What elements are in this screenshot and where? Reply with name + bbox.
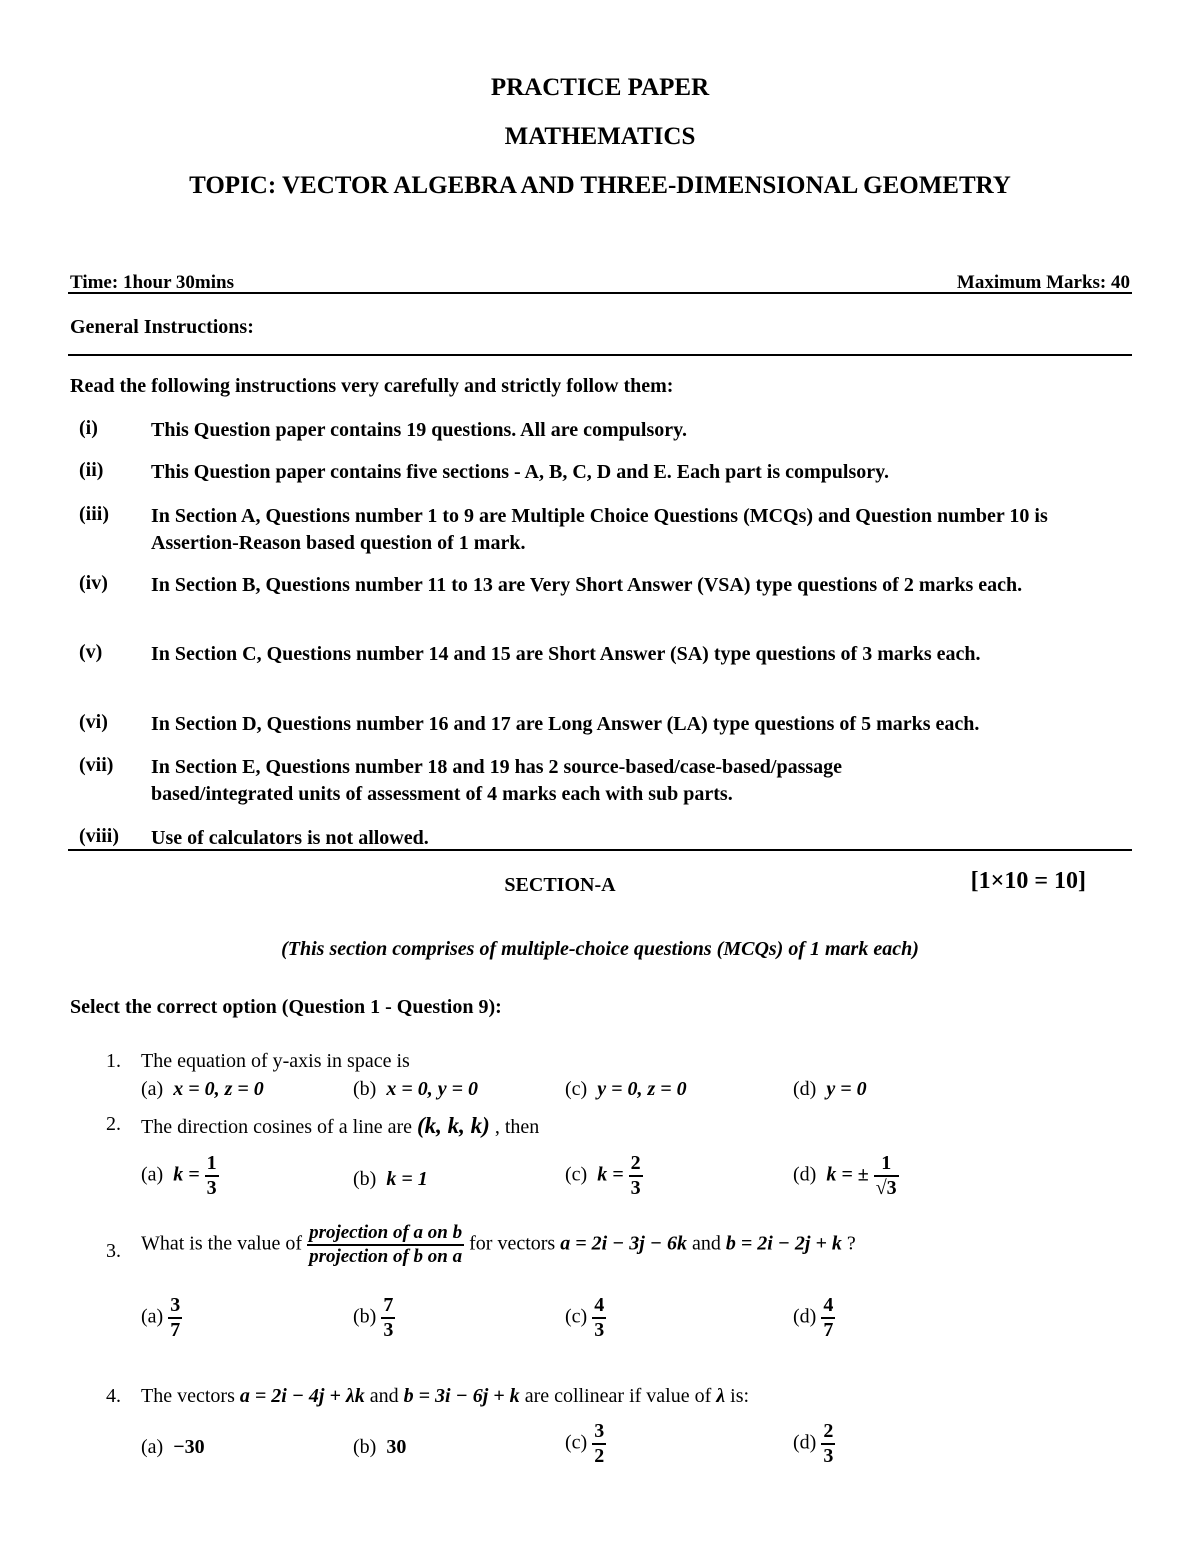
option — [353, 1078, 478, 1101]
option-label: (c) — [565, 1305, 588, 1328]
instruction-num: (iv) — [79, 572, 108, 594]
section-a-title: SECTION-A — [504, 874, 616, 896]
option-value: y = 0 — [826, 1078, 867, 1100]
option-label: (b) — [353, 1305, 377, 1328]
section-a-description: (This section comprises of multiple-choice questions (MCQs) of 1 mark each) — [281, 938, 919, 960]
instruction-text: This Question paper contains 19 questions. All are compulsory. — [151, 419, 688, 441]
question-text-part: The direction cosines of a line are — [141, 1116, 412, 1138]
question-number: 4. — [106, 1385, 121, 1407]
option-value: y = 0, z = 0 — [597, 1078, 687, 1100]
option-label: (a) — [141, 1436, 164, 1458]
option-label: (d) — [793, 1078, 817, 1100]
instruction-num: (ii) — [79, 459, 104, 481]
fraction-denominator: 7 — [823, 1319, 834, 1341]
question-number: 1. — [106, 1050, 121, 1072]
question-text-part: and — [369, 1385, 399, 1407]
instruction-text: In Section C, Questions number 14 and 15 are Short Answer (SA) type questions of 3 marks each. — [151, 643, 981, 665]
fraction-numerator: 2 — [629, 1152, 643, 1177]
paper-topic: TOPIC: VECTOR ALGEBRA AND THREE-DIMENSIONAL GEOMETRY — [189, 172, 1011, 199]
option — [141, 1152, 219, 1200]
option-label: (a) — [141, 1078, 164, 1100]
vector-b: b = 3i − 6j + k — [403, 1385, 520, 1407]
instruction-text: This Question paper contains five sections - A, B, C, D and E. Each part is compulsory. — [151, 461, 890, 483]
divider-instructions — [68, 354, 1132, 356]
vector-b: b = 2i − 2j + k — [725, 1232, 842, 1255]
option — [793, 1078, 867, 1101]
section-a-marks: [1×10 = 10] — [970, 868, 1086, 894]
fraction-denominator: 3 — [823, 1445, 834, 1467]
fraction-numerator: 1 — [874, 1152, 899, 1177]
question-text-part: for vectors — [469, 1232, 556, 1255]
fraction-numerator: 4 — [592, 1294, 606, 1319]
option — [565, 1152, 643, 1200]
option — [141, 1294, 182, 1342]
time-label: Time: 1hour 30mins — [70, 272, 234, 293]
instruction-num: (v) — [79, 641, 103, 663]
fraction-numerator: 7 — [381, 1294, 395, 1319]
option — [793, 1152, 899, 1200]
instructions-intro: Read the following instructions very carefully and strictly follow them: — [70, 375, 674, 397]
option-label: (b) — [353, 1168, 377, 1190]
question-text-part: , then — [494, 1116, 540, 1138]
select-prompt: Select the correct option (Question 1 - Question 9): — [70, 996, 502, 1018]
option — [565, 1294, 606, 1342]
question-text-part: is: — [730, 1385, 750, 1407]
question-text — [141, 1385, 749, 1408]
option-label: (d) — [793, 1305, 817, 1328]
vector-a: a = 2i − 3j − 6k — [560, 1232, 687, 1255]
option-label: (b) — [353, 1078, 377, 1100]
option-value: x = 0, y = 0 — [386, 1078, 478, 1100]
lambda-symbol: λ — [716, 1385, 726, 1407]
instruction-num: (vii) — [79, 754, 114, 776]
paper-title: PRACTICE PAPER — [490, 74, 710, 101]
option — [565, 1078, 687, 1101]
option-label: (b) — [353, 1436, 377, 1458]
option-lhs: k = — [597, 1163, 624, 1186]
option — [353, 1168, 428, 1191]
option — [353, 1436, 406, 1459]
question-text-part: are collinear if value of — [524, 1385, 712, 1407]
instruction-num: (iii) — [79, 503, 109, 525]
option-label: (a) — [141, 1305, 164, 1328]
fraction-numerator: 4 — [821, 1294, 835, 1319]
option — [793, 1294, 835, 1342]
question-number: 3. — [106, 1240, 121, 1262]
fraction-denominator: projection of b on a — [309, 1245, 463, 1267]
fraction-numerator: 1 — [205, 1152, 219, 1177]
option-label: (a) — [141, 1163, 164, 1186]
option-value: 30 — [386, 1436, 407, 1458]
instruction-num: (i) — [79, 417, 98, 439]
max-marks-label: Maximum Marks: 40 — [956, 272, 1130, 293]
option-label: (d) — [793, 1163, 817, 1186]
fraction-denominator: 3 — [206, 1177, 217, 1199]
vector-a: a = 2i − 4j + λk — [239, 1385, 365, 1407]
fraction-denominator: 3 — [630, 1177, 641, 1199]
divider-section — [68, 849, 1132, 851]
option-label: (d) — [793, 1431, 817, 1454]
instruction-text: In Section E, Questions number 18 and 19 has 2 source-based/case-based/passage based/integrated units of assessment of 4 marks each with sub parts. — [151, 756, 843, 805]
general-instructions-heading: General Instructions: — [70, 316, 254, 338]
question-text: The equation of y-axis in space is — [141, 1050, 410, 1072]
instruction-num: (vi) — [79, 711, 108, 733]
option-value: x = 0, z = 0 — [173, 1078, 264, 1100]
fraction-numerator: projection of a on b — [307, 1222, 464, 1246]
option — [141, 1436, 205, 1459]
option — [353, 1294, 395, 1342]
option-value: −30 — [173, 1436, 205, 1458]
option-lhs: k = ± — [826, 1163, 869, 1186]
instruction-num: (viii) — [79, 825, 119, 847]
question-text — [141, 1222, 856, 1268]
instruction-text: In Section A, Questions number 1 to 9 are Multiple Choice Questions (MCQs) and Question number 10 is Assertion-Reason based question of 1 mark. — [151, 505, 1048, 554]
instruction-text: In Section D, Questions number 16 and 17 are Long Answer (LA) type questions of 5 marks each. — [151, 713, 980, 735]
divider-top — [68, 292, 1132, 294]
fraction-denominator: 7 — [170, 1319, 181, 1341]
option-label: (c) — [565, 1078, 588, 1100]
question-text-part: What is the value of — [141, 1232, 303, 1255]
question-text-part: and — [691, 1232, 721, 1255]
question-text-part: ? — [846, 1232, 856, 1255]
fraction-numerator: 3 — [592, 1420, 606, 1445]
fraction-denominator: 3 — [594, 1319, 605, 1341]
fraction-denominator: √3 — [875, 1177, 897, 1199]
option-label: (c) — [565, 1163, 588, 1186]
fraction-denominator: 3 — [383, 1319, 394, 1341]
fraction-numerator: 2 — [821, 1420, 835, 1445]
option — [565, 1420, 606, 1468]
paper-subject: MATHEMATICS — [504, 123, 696, 150]
question-text — [141, 1113, 539, 1139]
question-math: (k, k, k) — [417, 1113, 490, 1138]
option-value: k = 1 — [386, 1168, 428, 1190]
option — [141, 1078, 264, 1101]
option — [793, 1420, 835, 1468]
option-lhs: k = — [173, 1163, 200, 1186]
question-text-part: The vectors — [141, 1385, 235, 1407]
question-number: 2. — [106, 1113, 121, 1135]
option-label: (c) — [565, 1431, 588, 1454]
instruction-text: In Section B, Questions number 11 to 13 are Very Short Answer (VSA) type questions of 2 marks each. — [151, 574, 1023, 596]
fraction-numerator: 3 — [168, 1294, 182, 1319]
instruction-text: Use of calculators is not allowed. — [151, 827, 429, 849]
fraction-denominator: 2 — [594, 1445, 605, 1467]
